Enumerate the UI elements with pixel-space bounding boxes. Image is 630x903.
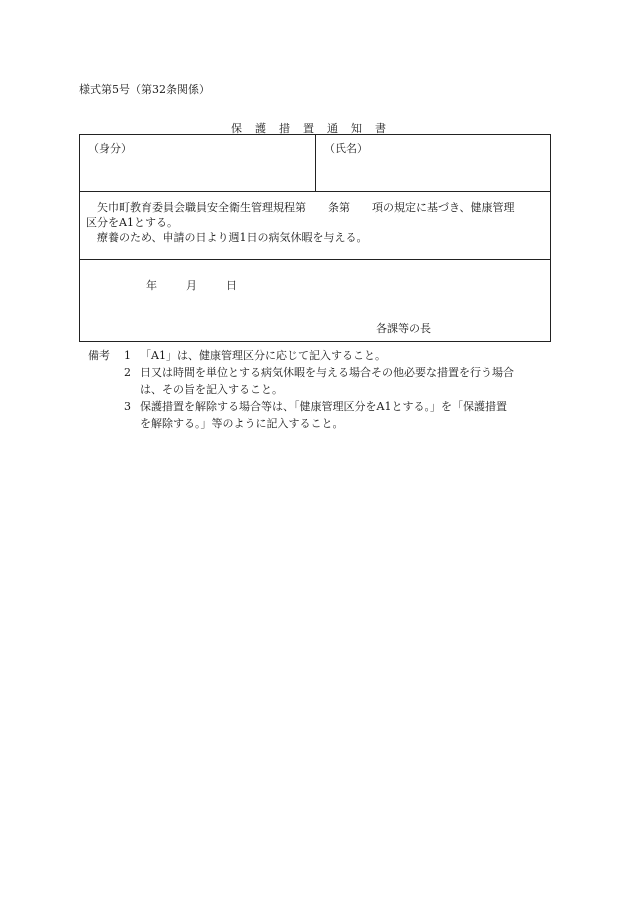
remarks-section: [88, 347, 558, 432]
remark-text-3: 保護措置を解除する場合等は、「健康管理区分をA1とする。」を「保護措置: [140, 400, 507, 413]
remark-number-1: 1: [124, 349, 131, 362]
signatory-label: 各課等の長: [376, 322, 431, 335]
remark-text-2-continued: は、その旨を記入すること。: [140, 383, 283, 396]
provision-line-1: 矢巾町教育委員会職員安全衛生管理規程第 条第 項の規定に基づき、健康管理: [97, 201, 515, 214]
name-label: （氏名）: [324, 142, 368, 155]
form-number: 様式第5号（第32条関係）: [79, 83, 210, 96]
provision-text: [86, 200, 544, 245]
remark-text-1: 「A1」は、健康管理区分に応じて記入すること。: [140, 349, 386, 362]
remark-text-3-continued: を解除する。」等のように記入すること。: [140, 417, 344, 430]
name-cell[interactable]: [316, 135, 550, 191]
remark-item-1: [88, 347, 558, 364]
date-signature-row: [80, 260, 550, 341]
remark-number-3: 3: [124, 400, 131, 413]
date-year-label: 年: [146, 279, 157, 292]
provision-line-3: 療養のため、申請の日より週1日の病気休暇を与える。: [97, 231, 368, 244]
date-day-label: 日: [226, 279, 237, 292]
notice-form-table: [79, 134, 551, 342]
date-line: [146, 277, 237, 293]
remark-item-3: [88, 398, 558, 415]
remarks-heading: 備考: [88, 349, 110, 362]
document-title: 保護措置通知書: [231, 122, 399, 135]
provision-row: [80, 192, 550, 260]
remark-item-2: [88, 364, 558, 381]
status-label: （身分）: [88, 142, 132, 155]
provision-line-2: 区分をA1とする。: [86, 216, 178, 229]
remark-text-2: 日又は時間を単位とする病気休暇を与える場合その他必要な措置を行う場合: [140, 366, 514, 379]
status-cell[interactable]: [80, 135, 316, 191]
remark-number-2: 2: [124, 366, 131, 379]
date-month-label: 月: [186, 279, 197, 292]
identity-row: [80, 135, 550, 192]
